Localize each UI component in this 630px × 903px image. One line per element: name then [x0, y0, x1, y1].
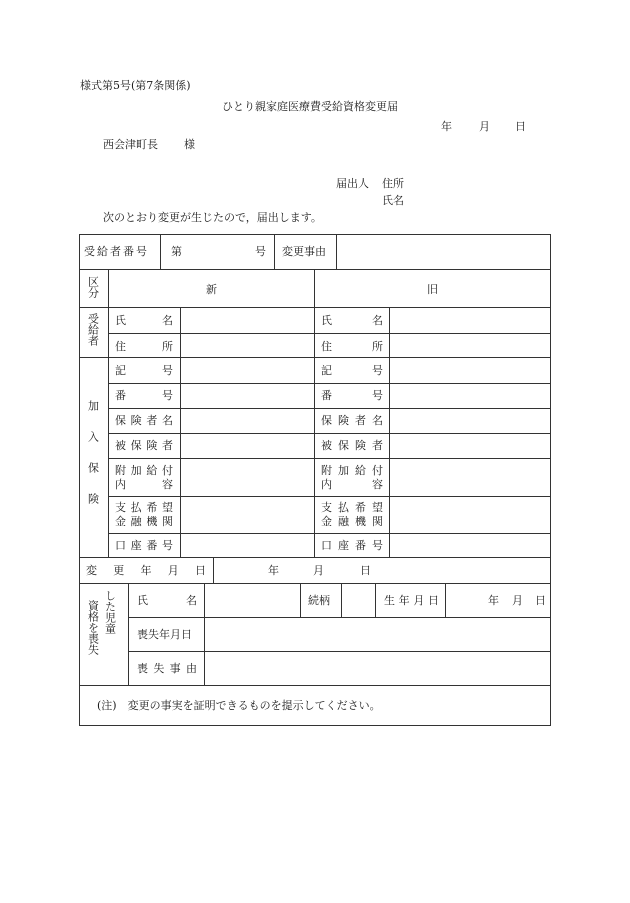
new-additional-benefit-label-1: 附 加 給 付: [115, 464, 173, 477]
loss-reason-label: 喪 失 事 由: [137, 662, 197, 675]
col-line: [300, 583, 301, 617]
old-number-label: 番 号: [321, 389, 383, 402]
old-symbol-label: 記 号: [321, 364, 383, 377]
row-line: [108, 433, 551, 434]
form-title: ひとり親家庭医療費受給資格変更届: [222, 100, 398, 113]
dai-label: 第: [171, 245, 182, 258]
row-line: [108, 458, 551, 459]
birthdate-label: 生 年 月 日: [384, 594, 439, 607]
row-line: [128, 617, 551, 618]
new-additional-benefit-label-2: 内 容: [115, 478, 173, 491]
date-year-label: 年: [441, 120, 452, 133]
col-line: [445, 583, 446, 617]
table-border-top: [79, 234, 551, 235]
col-line: [314, 269, 315, 557]
insurance-text: 加入保険: [86, 400, 100, 524]
birthdate-day: 日: [535, 594, 546, 607]
row-line: [79, 269, 551, 270]
change-date-label: 変 更 年 月 日: [86, 564, 206, 577]
recipient-number-text: 受給者番号: [84, 245, 149, 258]
row-line: [79, 357, 551, 358]
intro-text: 次のとおり変更が生じたので，届出します。: [103, 211, 322, 224]
change-date-year: 年: [268, 564, 279, 577]
col-line: [336, 234, 337, 269]
old-account-number-label: 口 座 番 号: [321, 539, 383, 552]
col-line: [274, 234, 275, 269]
old-additional-benefit-label-1: 附 加 給 付: [321, 464, 383, 477]
col-line: [160, 234, 161, 269]
new-address-label: 住 所: [115, 340, 173, 353]
col-line: [180, 307, 181, 557]
new-payment-bank-label-1: 支 払 希 望: [115, 501, 173, 514]
old-insured-label: 被 保 険 者: [321, 439, 383, 452]
recipient-section-label: [86, 313, 100, 346]
col-line: [389, 307, 390, 557]
note-text: (注) 変更の事実を証明できるものを提示してください。: [97, 699, 381, 712]
new-header: 新: [206, 283, 217, 296]
name-label: 氏名: [382, 194, 404, 207]
change-reason-label: 変更事由: [282, 245, 326, 258]
lost-qualification-text: 資格を喪失: [86, 600, 100, 655]
new-symbol-label: 記 号: [115, 364, 173, 377]
row-line: [79, 307, 551, 308]
row-line: [108, 408, 551, 409]
old-name-label: 氏 名: [321, 314, 383, 327]
new-insured-label: 被 保 険 者: [115, 439, 173, 452]
row-line: [128, 651, 551, 652]
recipient-text: 受給者: [86, 313, 100, 346]
col-line: [213, 557, 214, 583]
form-number: 様式第5号(第7条関係): [80, 79, 191, 92]
new-insurer-name-label: 保 険 者 名: [115, 414, 173, 427]
row-line: [79, 685, 551, 686]
kubun-text: 区分: [86, 276, 100, 298]
col-line: [375, 583, 376, 617]
date-day-label: 日: [515, 120, 526, 133]
old-payment-bank-label-2: 金 融 機 関: [321, 515, 383, 528]
address-label: 住所: [382, 177, 404, 190]
recipient-number-label: [84, 245, 156, 258]
row-line: [79, 557, 551, 558]
loss-date-label: 喪失年月日: [137, 628, 192, 641]
row-line: [108, 333, 551, 334]
child-text: した児童: [103, 590, 117, 634]
kubun-label: [86, 276, 100, 298]
new-account-number-label: 口 座 番 号: [115, 539, 173, 552]
child-name-label: 氏 名: [137, 594, 197, 607]
go-label: 号: [255, 245, 266, 258]
new-number-label: 番 号: [115, 389, 173, 402]
new-payment-bank-label-2: 金 融 機 関: [115, 515, 173, 528]
old-payment-bank-label-1: 支 払 希 望: [321, 501, 383, 514]
row-line: [108, 533, 551, 534]
old-additional-benefit-label-2: 内 容: [321, 478, 383, 491]
col-line: [108, 269, 109, 557]
row-line: [108, 496, 551, 497]
date-month-label: 月: [479, 120, 490, 133]
old-address-label: 住 所: [321, 340, 383, 353]
old-header: 旧: [427, 283, 438, 296]
insurance-section-label: [86, 400, 100, 524]
table-border-bottom: [79, 725, 551, 726]
applicant-label: 届出人: [336, 177, 369, 190]
change-date-month: 月: [313, 564, 324, 577]
birthdate-year: 年: [488, 594, 499, 607]
row-line: [79, 583, 551, 584]
child-label: [103, 590, 117, 634]
birthdate-month: 月: [512, 594, 523, 607]
lost-qualification-label: [86, 600, 100, 655]
col-line: [341, 583, 342, 617]
relationship-label: 続柄: [308, 594, 330, 607]
honorific: 様: [184, 138, 195, 151]
change-date-day: 日: [360, 564, 371, 577]
old-insurer-name-label: 保 険 者 名: [321, 414, 383, 427]
new-name-label: 氏 名: [115, 314, 173, 327]
addressee: 西会津町長: [103, 138, 158, 151]
row-line: [108, 383, 551, 384]
col-line: [204, 583, 205, 685]
col-line: [128, 583, 129, 685]
